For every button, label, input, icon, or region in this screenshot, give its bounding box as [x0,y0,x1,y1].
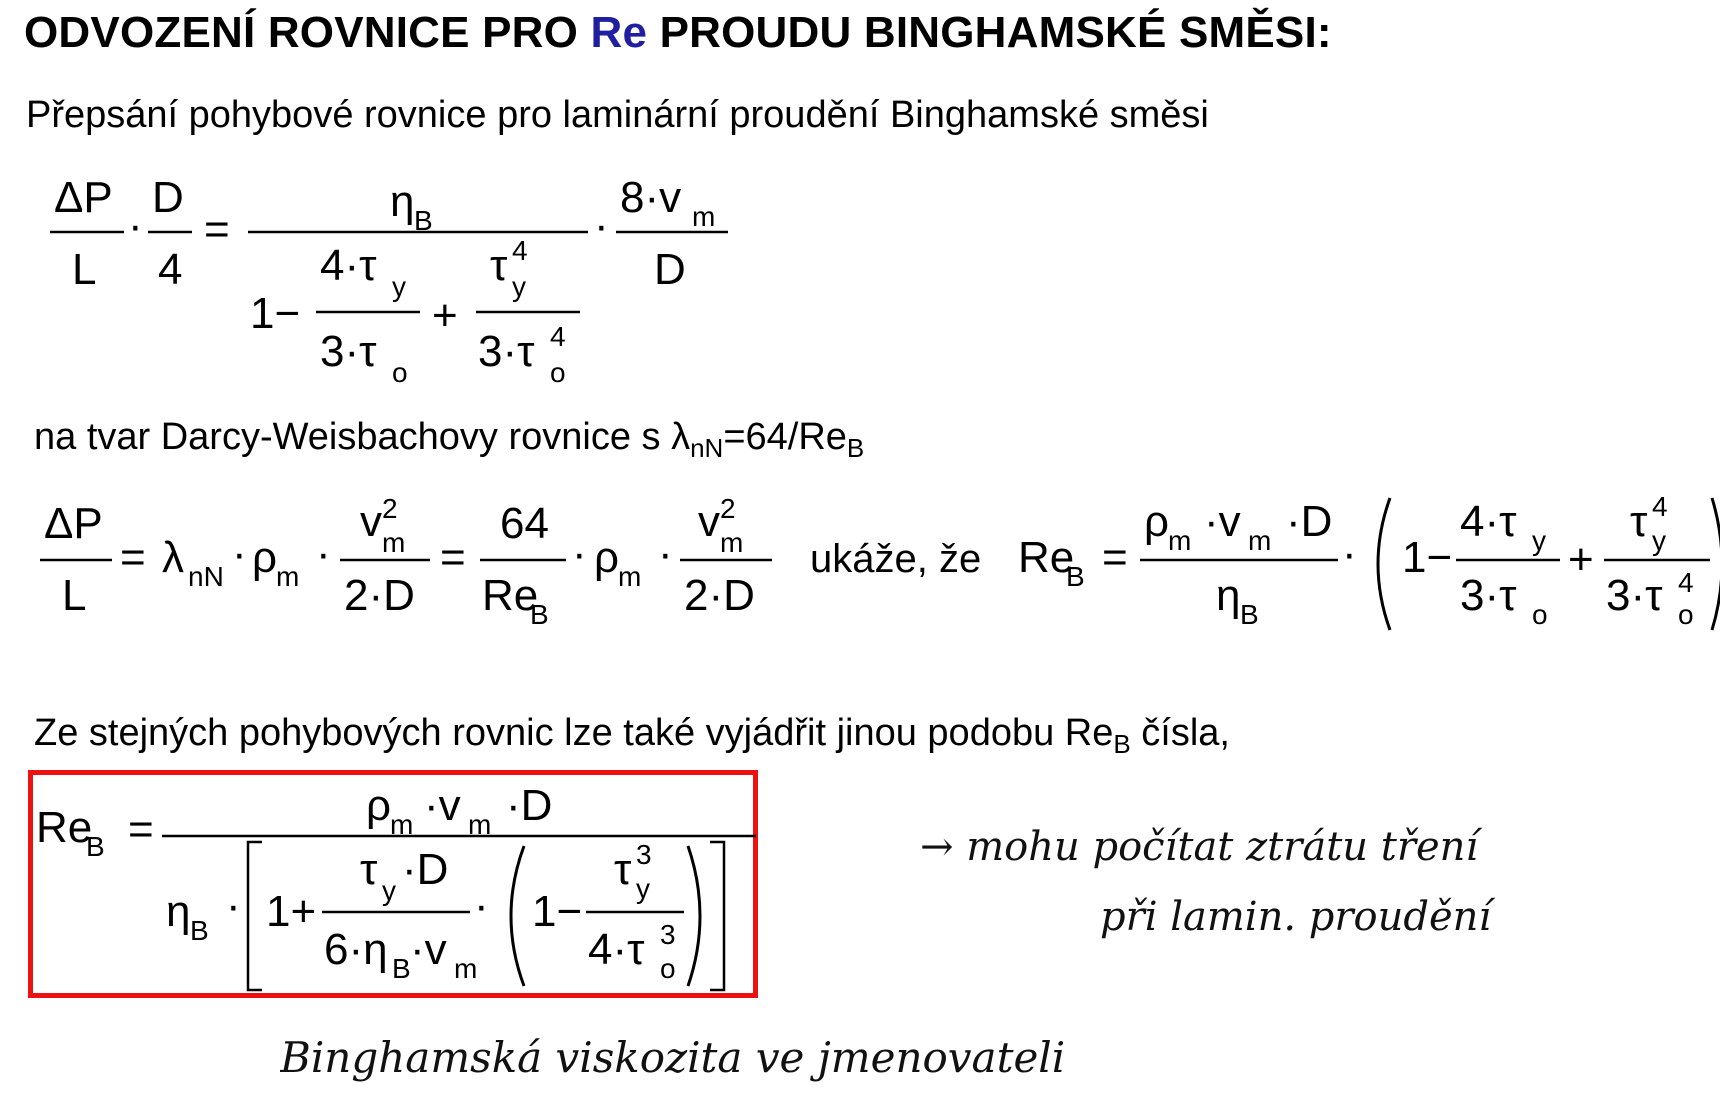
svg-text:B: B [1066,561,1085,592]
svg-text:m: m [618,561,642,592]
svg-text:τ: τ [614,845,632,894]
svg-text:+: + [1568,535,1594,584]
svg-text:4·τ: 4·τ [1460,497,1517,546]
svg-text:η: η [1216,571,1241,620]
svg-text:o: o [392,357,408,388]
p3-text: Ze stejných pohybových rovnic lze také vyjádřit jinou podobu Re [34,712,1114,754]
equation-motion [20,160,740,390]
svg-text:ρ: ρ [594,533,620,582]
page-title [24,8,1332,58]
svg-text:3·τ: 3·τ [478,327,535,376]
svg-text:Re: Re [1018,533,1075,582]
svg-text:2: 2 [382,493,398,524]
handwritten-bottom-text: Binghamská viskozita ve jmenovateli [280,1033,1066,1082]
lambda-symbol: λ [671,416,691,458]
svg-text:3·τ: 3·τ [1460,571,1517,620]
svg-text:4: 4 [1678,567,1694,598]
svg-text:m: m [390,809,414,840]
p3-sub: B [1113,729,1131,759]
svg-text:B: B [86,831,105,862]
svg-text:2: 2 [720,493,736,524]
handwritten-bottom [280,1020,1180,1100]
svg-text:y: y [636,873,650,904]
title-highlight: Re [590,8,648,57]
svg-text:4: 4 [158,245,183,294]
svg-text:o: o [660,953,676,984]
svg-text:L: L [72,245,97,294]
svg-text:B: B [190,915,209,946]
svg-text:·v: ·v [410,925,447,974]
svg-text:B: B [414,205,433,236]
svg-text:v: v [360,497,382,546]
svg-text:3·τ: 3·τ [320,327,377,376]
svg-text:·: · [128,201,143,250]
equation-text-shows: ukáže, že [810,537,982,581]
svg-text:·: · [226,881,241,930]
svg-text:m: m [1248,525,1272,556]
svg-text:m: m [720,527,744,558]
svg-text:ρ: ρ [1144,497,1170,546]
p2-sub: B [846,433,865,463]
svg-text:4: 4 [1652,491,1668,522]
handwritten-note-line2: při lamin. proudění [1100,894,1492,940]
handwritten-note [900,800,1580,960]
svg-text:ρ: ρ [252,533,278,582]
svg-text:Re: Re [36,803,93,852]
title-after: PROUDU BINGHAMSKÉ SMĚSI: [647,8,1332,57]
svg-text:2·D: 2·D [344,571,415,620]
svg-text:·: · [232,529,247,578]
svg-text:η: η [166,887,191,936]
svg-text:m: m [382,527,406,558]
svg-text:o: o [1678,599,1694,630]
paragraph-intro: Přepsání pohybové rovnice pro laminární proudění Binghamské směsi [26,94,1209,136]
svg-text:·: · [474,881,489,930]
svg-text:8·v: 8·v [620,173,682,222]
svg-text:y: y [1532,525,1546,556]
svg-text:ΔP: ΔP [54,173,113,222]
svg-text:D: D [152,173,184,222]
svg-text:64: 64 [500,499,549,548]
svg-text:η: η [390,177,415,226]
svg-text:λ: λ [162,533,184,582]
svg-text:=: = [440,533,466,582]
svg-text:B: B [1240,599,1259,630]
svg-text:·v: ·v [1204,497,1241,546]
svg-text:Re: Re [482,571,539,620]
svg-text:6·η: 6·η [324,925,388,974]
svg-text:m: m [468,809,492,840]
svg-text:2·D: 2·D [684,571,755,620]
svg-text:·: · [594,201,609,250]
svg-text:ρ: ρ [366,781,392,830]
svg-text:y: y [392,271,406,302]
svg-text:3: 3 [660,919,676,950]
equation-darcy [20,488,1720,648]
svg-text:m: m [276,561,300,592]
svg-text:1−: 1− [532,887,583,936]
svg-text:·D: ·D [402,845,449,894]
svg-text:=: = [128,805,154,854]
svg-text:τ: τ [1630,497,1648,546]
p2-text: na tvar Darcy-Weisbachovy rovnice s [34,416,672,458]
svg-text:=: = [1102,533,1128,582]
svg-text:y: y [1652,525,1666,556]
title-before: ODVOZENÍ ROVNICE PRO [24,8,591,57]
svg-text:+: + [432,291,458,340]
svg-text:y: y [382,875,396,906]
svg-text:D: D [654,245,686,294]
lambda-sub: nN [690,433,724,463]
svg-text:3: 3 [636,839,652,870]
p3-after: čísla, [1130,712,1230,754]
svg-text:1−: 1− [1402,533,1453,582]
handwritten-note-line1: → mohu počítat ztrátu tření [920,824,1479,870]
svg-text:1+: 1+ [266,887,317,936]
svg-text:3·τ: 3·τ [1606,571,1663,620]
svg-text:=: = [204,205,230,254]
paragraph-darcy [34,416,864,464]
svg-text:·: · [572,529,587,578]
svg-text:m: m [692,201,716,232]
svg-text:o: o [1532,599,1548,630]
svg-text:·D: ·D [1286,497,1333,546]
svg-text:·: · [1342,529,1357,578]
svg-text:m: m [1168,525,1192,556]
svg-text:y: y [512,271,526,302]
svg-text:τ: τ [360,845,378,894]
svg-text:v: v [698,497,720,546]
svg-text:·D: ·D [506,781,553,830]
svg-text:·: · [316,529,331,578]
svg-text:·: · [658,529,673,578]
svg-text:ΔP: ΔP [44,499,103,548]
p2-after: =64/Re [723,416,847,458]
svg-text:=: = [120,533,146,582]
svg-text:L: L [62,571,87,620]
svg-text:τ: τ [490,241,508,290]
svg-text:B: B [530,599,549,630]
svg-text:·v: ·v [424,781,461,830]
svg-text:4: 4 [512,235,528,266]
svg-text:nN: nN [188,561,224,592]
svg-text:4: 4 [550,321,566,352]
svg-text:4·τ: 4·τ [588,925,645,974]
equation-boxed [30,774,758,996]
paragraph-alternate [34,712,1230,760]
svg-text:B: B [392,953,411,984]
svg-text:1−: 1− [250,289,301,338]
svg-text:4·τ: 4·τ [320,241,377,290]
svg-text:m: m [454,953,478,984]
svg-text:o: o [550,357,566,388]
